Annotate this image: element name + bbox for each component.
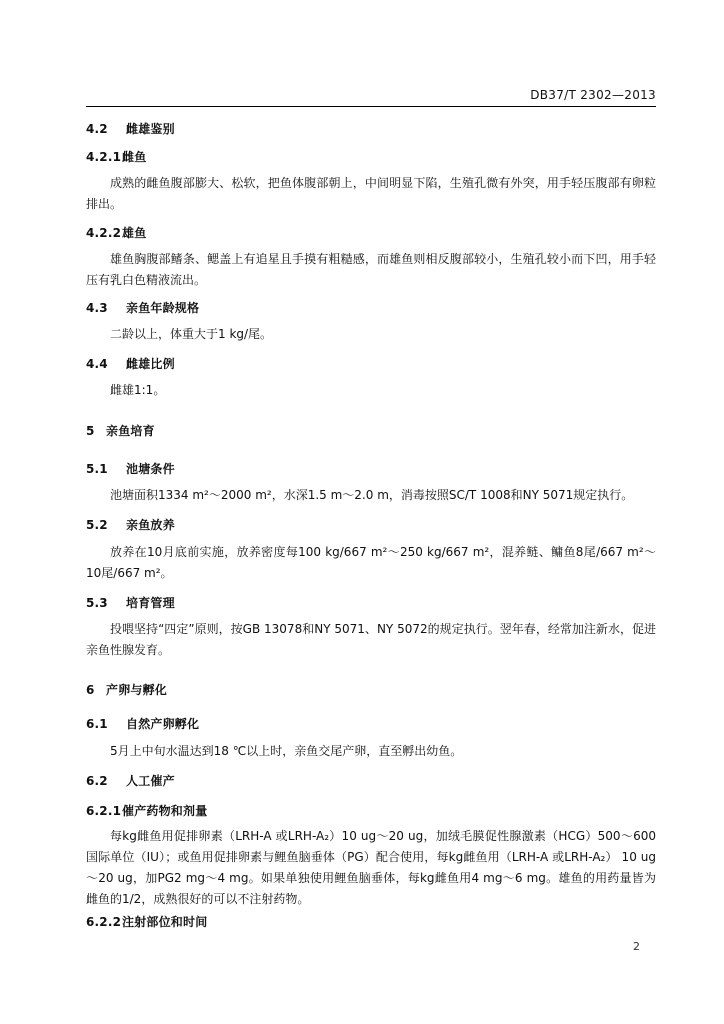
heading-6-1 [86,715,199,732]
paragraph-5-1: 池塘面积1334 m²～2000 m²，水深1.5 m～2.0 m，消毒按照SC/T 1008和NY 5071规定执行。 [110,488,634,502]
paragraph-6-1: 5月上中旬水温达到18 ℃以上时，亲鱼交尾产卵，直至孵出幼鱼。 [110,744,463,758]
heading-number: 6.2.2 [86,915,122,929]
heading-4-3 [86,299,199,316]
paragraph-4-2-1: 成熟的雌鱼腹部膨大、松软，把鱼体腹部朝上，中间明显下陷，生殖孔微有外突，用手轻压腹部有卵粒排出。 [86,176,656,211]
heading-5-2 [86,516,175,533]
heading-title: 亲鱼年龄规格 [126,301,200,315]
heading-6-2-2 [86,913,207,930]
heading-4-2 [86,120,175,137]
heading-title: 雌雄比例 [126,357,175,371]
heading-5-1 [86,460,175,477]
heading-title: 雌鱼 [122,150,147,164]
heading-title: 池塘条件 [126,462,175,476]
paragraph-6-2-1: 每kg雌鱼用促排卵素（LRH-A 或LRH-A₂）10 ug～20 ug，加绒毛膜促性腺激素（HCG）500～600国际单位（IU）；或鱼用促排卵素与鲤鱼脑垂体（PG）配合使用，每kg雌鱼用（LRH-A 或LRH-A₂） 10 ug～20 ug，加PG2 mg～4 mg。如果单独使用鲤鱼脑垂体，每kg雌鱼用4 mg～6 mg。雄鱼的用药量皆为雌鱼的1/2，成熟很好的可以不注射药物。 [86,829,656,906]
paragraph-5-2: 放养在10月底前实施，放养密度每100 kg/667 m²～250 kg/667 m²，混养鲢、鳙鱼8尾/667 m²～10尾/667 m²。 [86,545,656,580]
heading-title: 雌雄鉴别 [126,122,175,136]
heading-title: 人工催产 [126,774,175,788]
heading-number: 4.3 [86,301,108,315]
paragraph-5-3: 投喂坚持“四定”原则，按GB 13078和NY 5071、NY 5072的规定执行。翌年春，经常加注新水，促进亲鱼性腺发育。 [86,622,656,657]
heading-title: 雄鱼 [122,226,147,240]
heading-title: 产卵与孵化 [106,683,168,697]
heading-4-2-1 [86,148,146,165]
heading-number: 6 [86,683,95,697]
paragraph-4-4: 雌雄1:1。 [110,383,166,397]
heading-number: 5 [86,424,95,438]
header-rule [86,106,656,107]
heading-number: 4.2.1 [86,150,122,164]
heading-6 [86,681,167,698]
heading-number: 5.2 [86,518,108,532]
heading-number: 4.2 [86,122,108,136]
heading-title: 注射部位和时间 [122,915,208,929]
heading-number: 6.2.1 [86,804,122,818]
heading-number: 5.3 [86,596,108,610]
heading-number: 4.4 [86,357,108,371]
heading-6-2-1 [86,802,207,819]
paragraph-4-3: 二龄以上，体重大于1 kg/尾。 [110,327,273,341]
page-header: DB37/T 2302—2013 [530,88,656,102]
heading-number: 6.1 [86,717,108,731]
heading-title: 自然产卵孵化 [126,717,200,731]
paragraph-4-2-2: 雄鱼胸腹部鳍条、鳃盖上有追星且手摸有粗糙感，而雄鱼则相反腹部较小，生殖孔较小而下凹，用手轻压有乳白色精液流出。 [86,252,656,287]
heading-number: 4.2.2 [86,226,122,240]
heading-title: 催产药物和剂量 [122,804,208,818]
heading-4-2-2 [86,224,146,241]
heading-title: 亲鱼放养 [126,518,175,532]
heading-number: 6.2 [86,774,108,788]
heading-4-4 [86,355,175,372]
page-number: 2 [633,940,640,953]
heading-title: 亲鱼培育 [106,424,155,438]
heading-6-2 [86,772,175,789]
heading-5-3 [86,594,175,611]
heading-number: 5.1 [86,462,108,476]
heading-5 [86,422,155,439]
heading-title: 培育管理 [126,596,175,610]
